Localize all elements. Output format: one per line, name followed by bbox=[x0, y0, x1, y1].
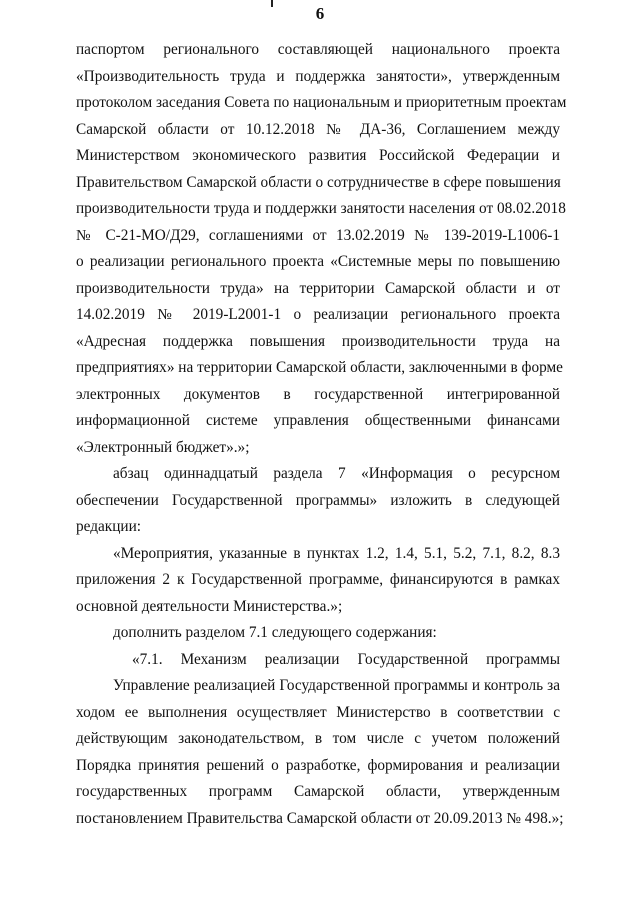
text-line: «Электронный бюджет».»; bbox=[76, 438, 250, 456]
text-line: Самарской области от 10.12.2018 № ДА-36, Соглашением между bbox=[76, 120, 560, 138]
page-number: 6 bbox=[315, 4, 325, 23]
text-line: постановлением Правительства Самарской области от 20.09.2013 № 498.»; bbox=[76, 809, 564, 827]
text-line: производительности труда и поддержки занятости населения от 08.02.2018 bbox=[76, 200, 566, 217]
text-line: Порядка принятия решений о разработке, формирования и реализации bbox=[76, 756, 560, 774]
text-line: Министерством экономического развития Российской Федерации и bbox=[76, 147, 560, 164]
text-line: ходом ее выполнения осуществляет Министерство в соответствии с bbox=[76, 703, 560, 721]
text-line: приложения 2 к Государственной программе, финансируются в рамках bbox=[76, 571, 560, 588]
text-line: абзац одиннадцатый раздела 7 «Информация о ресурсном bbox=[113, 465, 560, 482]
text-line: обеспечении Государственной программы» изложить в следующей bbox=[76, 491, 560, 509]
text-line: редакции: bbox=[76, 518, 142, 535]
paragraph-program-management bbox=[76, 673, 564, 832]
text-line: «Адресная поддержка повышения производительности труда на bbox=[76, 332, 560, 350]
text-line: предприятиях» на территории Самарской области, заключенными в форме bbox=[76, 359, 563, 376]
text-line: «Мероприятия, указанные в пунктах 1.2, 1.4, 5.1, 5.2, 7.1, 8.2, 8.3 bbox=[113, 544, 560, 562]
text-line: «Производительность труда и поддержка занятости», утвержденным bbox=[76, 67, 560, 85]
text-line: производительности труда» на территории Самарской области и от bbox=[76, 279, 560, 297]
text-line: действующим законодательством, в том числе с учетом положений bbox=[76, 730, 560, 747]
paragraph-section-7-amendment bbox=[76, 461, 560, 541]
paragraph-passport-continuation bbox=[76, 37, 567, 461]
text-line: № С-21-МО/Д29, соглашениями от 13.02.2019 № 139-2019-L1006-1 bbox=[76, 226, 560, 244]
section-heading: «7.1. Механизм реализации Государственной программы bbox=[132, 650, 560, 668]
document-body bbox=[76, 37, 567, 832]
paragraph-quoted-measures bbox=[76, 541, 560, 621]
text-line: протоколом заседания Совета по национальным и приоритетным проектам bbox=[76, 94, 567, 111]
text-line: электронных документов в государственной интегрированной bbox=[76, 385, 560, 403]
text-line: Управление реализацией Государственной программы и контроль за bbox=[113, 677, 560, 694]
text-line: информационной системе управления общественными финансами bbox=[76, 412, 560, 429]
text-line: дополнить разделом 7.1 следующего содержания: bbox=[113, 624, 437, 641]
text-line: о реализации регионального проекта «Системные меры по повышению bbox=[76, 253, 560, 270]
text-line: паспортом регионального составляющей национального проекта bbox=[76, 41, 560, 58]
text-line: Правительством Самарской области о сотрудничестве в сфере повышения bbox=[76, 173, 561, 191]
text-line: 14.02.2019 № 2019-L2001-1 о реализации регионального проекта bbox=[76, 306, 560, 323]
text-line: основной деятельности Министерства.»; bbox=[76, 597, 343, 615]
paragraph-add-section bbox=[76, 620, 560, 647]
section-heading-7-1 bbox=[76, 647, 560, 674]
text-line: государственных программ Самарской области, утвержденным bbox=[76, 783, 560, 800]
